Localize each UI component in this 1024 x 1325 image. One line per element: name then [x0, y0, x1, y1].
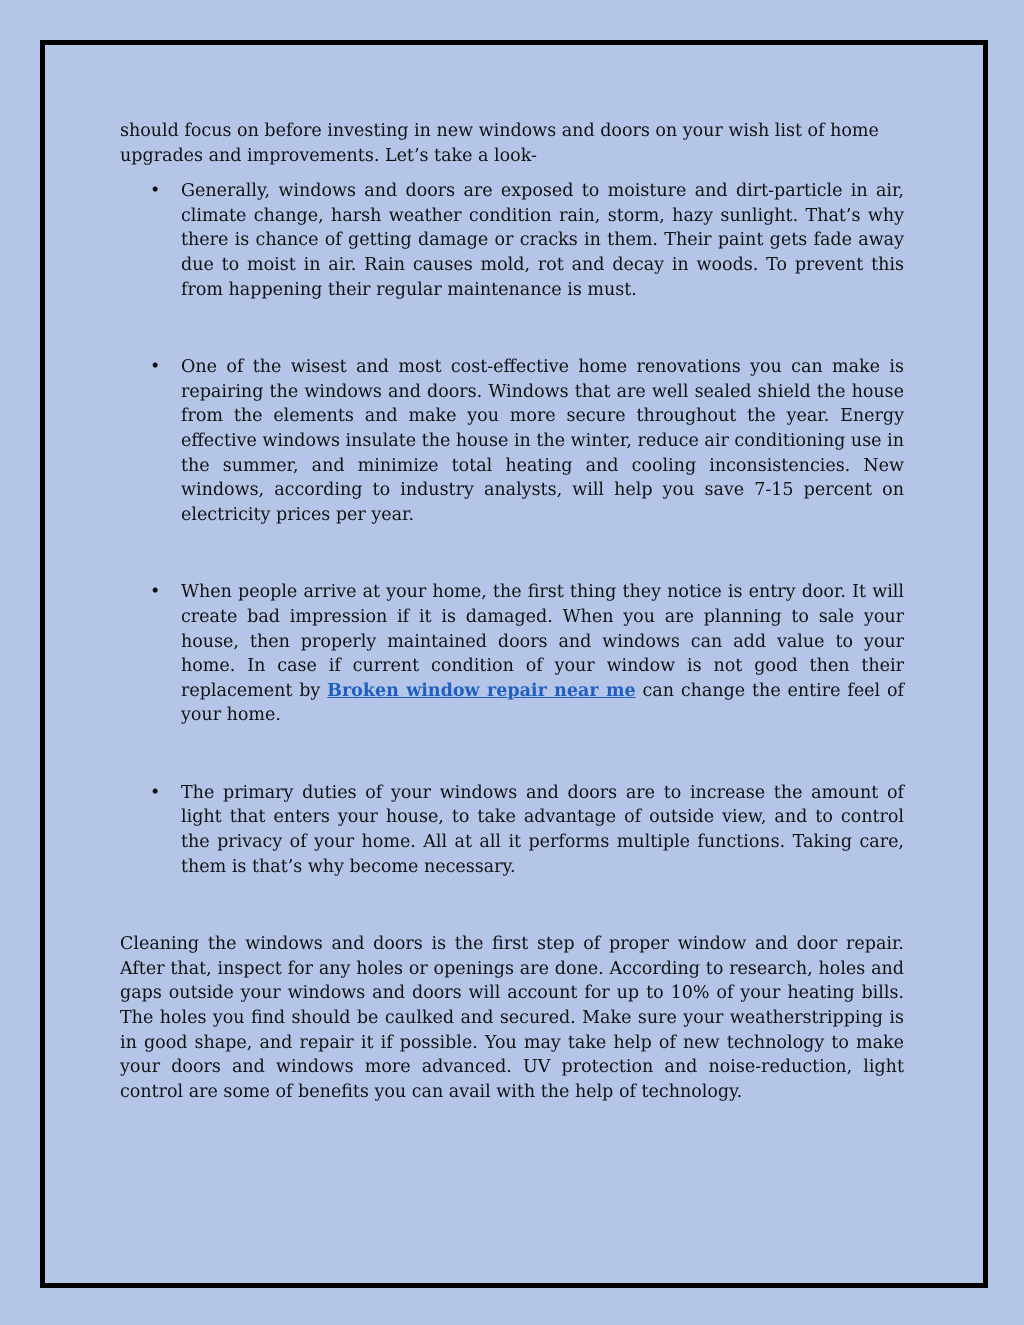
- bullet-icon: •: [150, 357, 161, 378]
- document-body: [120, 119, 904, 1104]
- bullet-text: One of the wisest and most cost-effective home renovations you can make is repairing the windows and doors. Windows that are well sealed shield the house from the elements and make you more secure throughout the year. Energy effective windows insulate the house in the winter, reduce air conditioning use in the summer, and minimize total heating and cooling inconsistencies. New windows, according to industry analysts, will help you save 7-15 percent on electricity prices per year.: [181, 357, 904, 525]
- bullet-icon: •: [150, 181, 161, 202]
- bullet-list: [120, 179, 904, 879]
- list-item: [120, 355, 904, 527]
- closing-paragraph: Cleaning the windows and doors is the first step of proper window and door repair. After that, inspect for any holes or openings are done. According to research, holes and gaps outside your windows and doors will account for up to 10% of your heating bills. The holes you find should be caulked and secured. Make sure your weatherstripping is in good shape, and repair it if possible. You may take help of new technology to make your doors and windows more advanced. UV protection and noise-reduction, light control are some of benefits you can avail with the help of technology.: [120, 934, 904, 1102]
- intro-paragraph: should focus on before investing in new windows and doors on your wish list of home upgrades and improvements. Let’s take a look-: [120, 121, 879, 166]
- broken-window-repair-link[interactable]: Broken window repair near me: [327, 680, 636, 701]
- list-item: [120, 179, 904, 302]
- bullet-text-before-link: When people arrive at your home, the first thing they notice is entry door. It will create bad impression if it is damaged. When you are planning to sale your house, then properly maintained doors and windows can add value to your home. In case if current condition of your window is not good then their replacement by: [181, 582, 904, 701]
- list-item: [120, 781, 904, 879]
- bullet-text-after-link: can change the entire feel of your home.: [181, 680, 904, 726]
- bullet-text: Generally, windows and doors are exposed to moisture and dirt-particle in air, climate change, harsh weather condition rain, storm, hazy sunlight. That’s why there is chance of getting damage or cracks in them. Their paint gets fade away due to moist in air. Rain causes mold, rot and decay in woods. To prevent this from happening their regular maintenance is must.: [181, 181, 904, 300]
- bullet-icon: •: [150, 782, 161, 803]
- list-item: [120, 580, 904, 728]
- bullet-text: The primary duties of your windows and doors are to increase the amount of light that enters your house, to take advantage of outside view, and to control the privacy of your home. All at all it performs multiple functions. Taking care, them is that’s why become necessary.: [181, 782, 904, 877]
- bullet-icon: •: [150, 582, 161, 603]
